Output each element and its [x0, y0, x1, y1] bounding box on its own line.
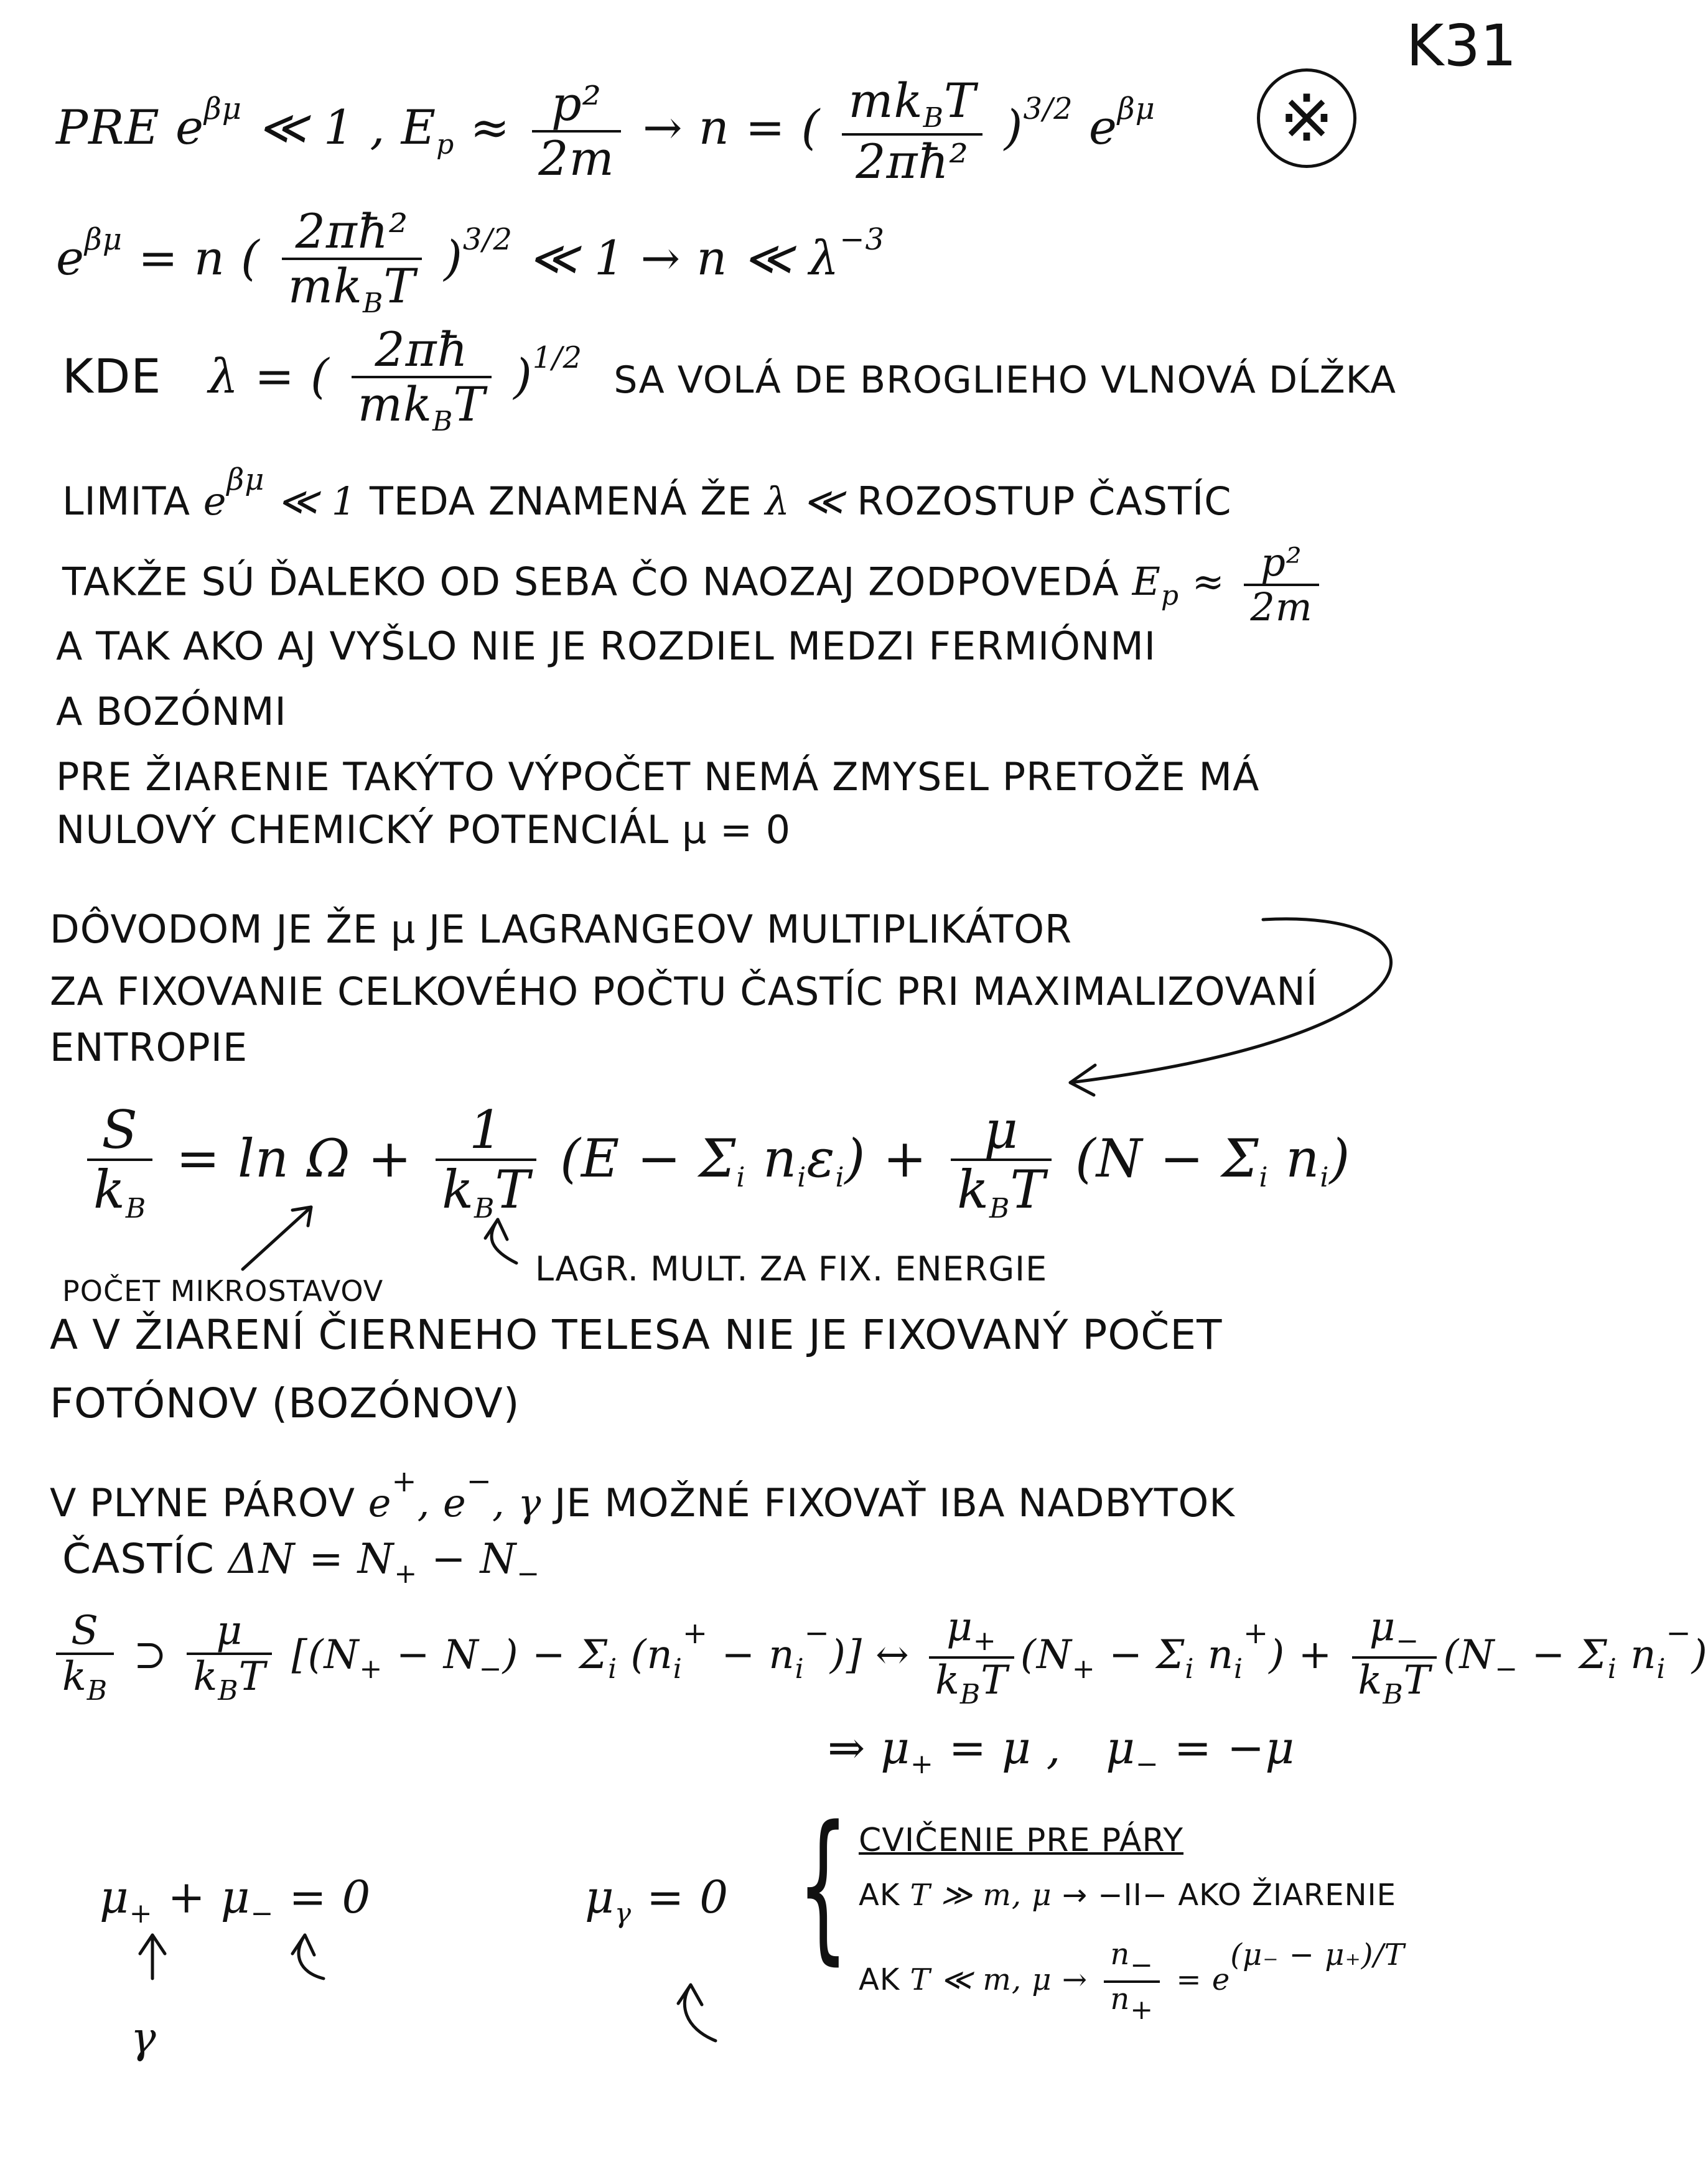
line-3: KDE λ = ( $\frac{2\pi ħ}{mk_BT}$ )$^{1/2}$ SA VOLÁ DE BROGLIEHO VLNOVÁ DĹŽKA	[62, 322, 1397, 437]
chemical-potential-sum: $\mu_+ + \mu_- = 0$	[100, 1871, 371, 1929]
annotation-lagrange-energy: LAGR. MULT. ZA FIX. ENERGIE	[535, 1249, 1048, 1289]
line-6: A TAK AKO AJ VYŠLO NIE JE ROZDIEL MEDZI FERMIÓNMI	[56, 623, 1157, 669]
exercise-title: CVIČENIE PRE PÁRY	[859, 1822, 1184, 1859]
line-20: ⇒ $\mu_+ = \mu$ , $\mu_- = -\mu$	[828, 1722, 1295, 1780]
photon-chemical-potential: $\mu_\gamma = 0$	[585, 1871, 729, 1929]
page-label: K31	[1406, 12, 1517, 79]
exercise-case-high-T: AK T ≫ m, μ → −II− AKO ŽIARENIE	[859, 1878, 1397, 1913]
line-12: ENTROPIE	[50, 1025, 248, 1070]
curly-brace-icon: {	[797, 1792, 849, 1980]
line-2: $e^{\beta\mu} = n$ ( $\frac{\text{2πħ²}}{mk_BT}$ )$^{3/2}$ ≪ 1 → n ≪ $\lambda^{-3}$	[56, 203, 885, 319]
line-8: PRE ŽIARENIE TAKÝTO VÝPOČET NEMÁ ZMYSEL PRETOŽE MÁ	[56, 754, 1260, 800]
line-10: DÔVODOM JE ŽE μ JE LAGRANGEOV MULTIPLIKÁTOR	[50, 907, 1073, 952]
line-1: PRE $e^{\beta\mu}$ ≪ 1 , $E_p$ ≈ $\frac{\text{p²}}{2m}$ → n = ( $\frac{mk_BT}{\text{2πħ²}}$ )$^{3/2}$ $e^{\beta\mu}$	[56, 73, 1155, 190]
star-marker-icon: ※	[1257, 68, 1356, 168]
label-positron: γ	[131, 2014, 157, 2063]
entropy-equation: $\frac{S}{k_B}$ = ln Ω + $\frac{1}{k_BT}$ ($E - \Sigma_i$ $n_i\varepsilon_i$) + $\frac{\mu}{k_BT}$ ($N - \Sigma_i$ $n_i$)	[81, 1101, 1350, 1224]
line-9: NULOVÝ CHEMICKÝ POTENCIÁL μ = 0	[56, 807, 791, 852]
line-4: LIMITA $e^{\beta\mu}$ ≪ 1 TEDA ZNAMENÁ ŽE λ ≪ ROZOSTUP ČASTÍC	[62, 462, 1232, 524]
line-5: TAKŽE SÚ ĎALEKO OD SEBA ČO NAOZAJ ZODPOVEDÁ $E_p$ ≈ $\frac{\text{p²}}{2m}$	[62, 541, 1325, 628]
line-7: A BOZÓNMI	[56, 689, 287, 734]
line-15: A V ŽIARENÍ ČIERNEHO TELESA NIE JE FIXOVANÝ POČET	[50, 1311, 1223, 1359]
pair-equation: $\frac{S}{k_B}$ ⊃ $\frac{\mu}{k_BT}$ [$(N_+ - N_-) - \Sigma_i$ $(n_i^+ - n_i^-)$] ↔ $\frac{\mu_+}{k_BT}$ ($N_+ - \Sigma_i$ $n_i^+$) + $\frac{\mu_-}{k_BT}$ ($N_- - \Sigma_i$ $n_i^-$)	[50, 1605, 1708, 1710]
line-11: ZA FIXOVANIE CELKOVÉHO POČTU ČASTÍC PRI MAXIMALIZOVANÍ	[50, 969, 1318, 1014]
annotation-microstates: POČET MIKROSTAVOV	[62, 1274, 384, 1308]
line-18: ČASTÍC $\Delta N = N_+ - N_-$	[62, 1535, 541, 1590]
line-17: V PLYNE PÁROV e+, e−, γ JE MOŽNÉ FIXOVAŤ IBA NADBYTOK	[50, 1464, 1235, 1526]
line-16: FOTÓNOV (BOZÓNOV)	[50, 1379, 520, 1427]
exercise-case-low-T: AK T ≪ m, μ → $\frac{n-}{n+}$ = e(μ₋ − μ₊)/T	[859, 1937, 1405, 2026]
